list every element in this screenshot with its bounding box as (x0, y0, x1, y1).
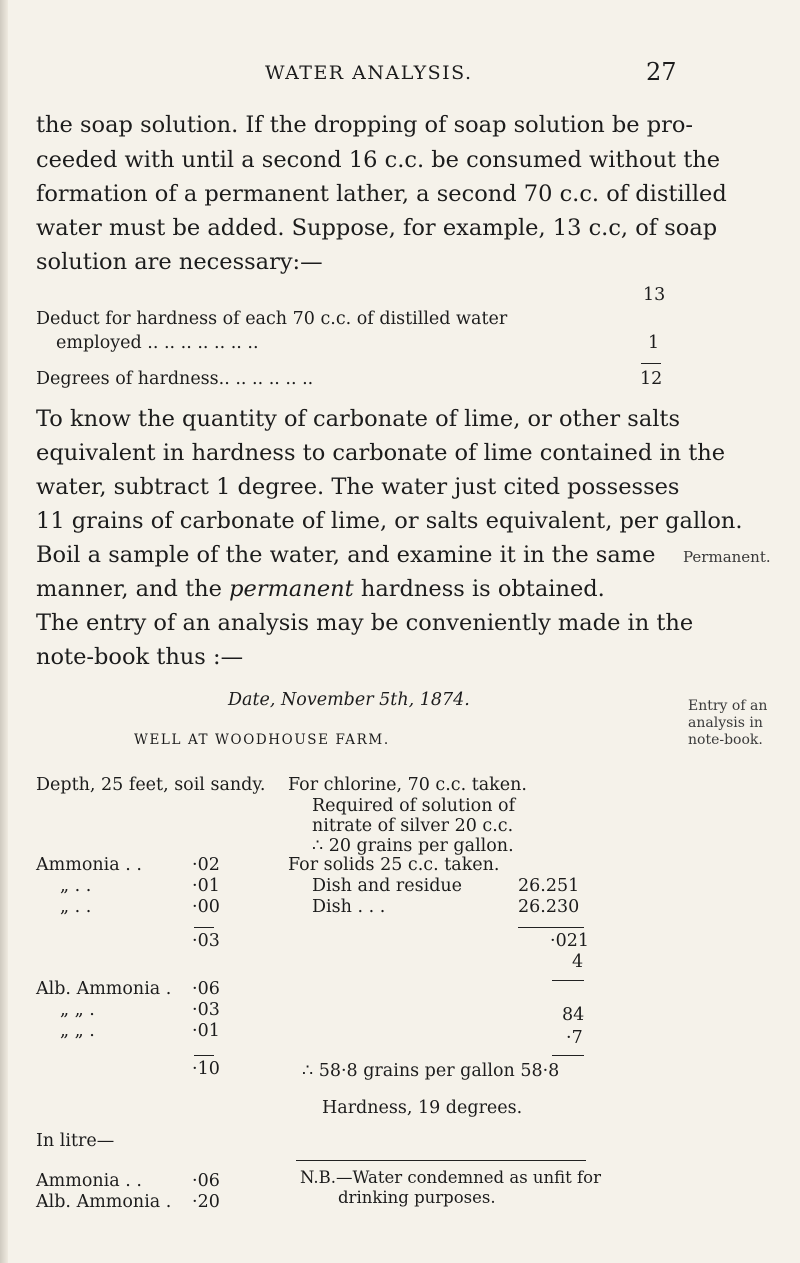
calc-total: 13 (643, 285, 666, 305)
ammonia-value: ·02 (192, 855, 220, 875)
calc-value: ·021 (550, 931, 589, 951)
body-line: equivalent in hardness to carbonate of lime contained in the (36, 440, 726, 466)
margin-note-line: Entry of an (688, 698, 768, 714)
column-rule (518, 927, 584, 928)
body-line: water, subtract 1 degree. The water just cited possesses (36, 474, 680, 500)
text-run: manner, and the (36, 576, 230, 602)
calc-value: 84 (562, 1005, 585, 1025)
body-line: formation of a permanent lather, a second 70 c.c. of distilled (36, 181, 727, 207)
page-edge (0, 0, 8, 1263)
margin-note-line: note-book. (688, 732, 763, 748)
chlorine-line: ∴ 20 grains per gallon. (312, 836, 514, 856)
entry-depth: Depth, 25 feet, soil sandy. (36, 775, 266, 795)
ditto-label: „ . . (60, 897, 92, 917)
dish-residue-value: 26.251 (518, 876, 580, 896)
alb-ammonia-label: Alb. Ammonia . (36, 979, 172, 999)
solids-title: For solids 25 c.c. taken. (288, 855, 500, 875)
ammonia-total: ·03 (192, 931, 220, 951)
calc-degrees-label: Degrees of hardness.. .. .. .. .. .. (36, 369, 314, 389)
column-rule (552, 980, 584, 981)
margin-note-entry (688, 698, 767, 749)
body-line (36, 576, 605, 602)
body-line: To know the quantity of carbonate of lime, or other salts (36, 406, 681, 432)
header-title: WATER ANALYSIS. (265, 62, 473, 84)
body-line: the soap solution. If the dropping of soap solution be pro- (36, 112, 694, 138)
dish-value: 26.230 (518, 897, 580, 917)
in-litre-label: In litre— (36, 1131, 115, 1151)
margin-note-line: analysis in (688, 715, 763, 731)
ditto-label: „ „ . (60, 1021, 95, 1041)
body-line: solution are necessary:— (36, 249, 323, 275)
hardness-line: Hardness, 19 degrees. (322, 1098, 523, 1118)
litre-value: ·20 (192, 1192, 220, 1212)
chlorine-line: nitrate of silver 20 c.c. (312, 816, 514, 836)
dish-label: Dish . . . (312, 897, 386, 917)
calc-degrees-value: 12 (640, 369, 663, 389)
body-line: 11 grains of carbonate of lime, or salts equivalent, per gallon. (36, 508, 743, 534)
result-line: ∴ 58·8 grains per gallon 58·8 (302, 1061, 560, 1081)
nb-rule (296, 1160, 586, 1161)
chlorine-line: Required of solution of (312, 796, 516, 816)
litre-label: Ammonia . . (36, 1171, 142, 1191)
column-rule (194, 1055, 214, 1056)
nb-line: N.B.—Water condemned as unfit for (300, 1168, 601, 1187)
calc-value: 4 (572, 952, 584, 972)
nb-line: drinking purposes. (338, 1188, 496, 1207)
dish-residue-label: Dish and residue (312, 876, 463, 896)
ammonia-label: Ammonia . . (36, 855, 142, 875)
entry-date: Date, November 5th, 1874. (228, 690, 470, 710)
margin-note-permanent: Permanent. (683, 548, 771, 566)
italic-permanent: permanent (229, 576, 354, 602)
chlorine-line: For chlorine, 70 c.c. taken. (288, 775, 527, 795)
alb-total: ·10 (192, 1059, 220, 1079)
page-number: 27 (646, 58, 677, 86)
calc-deduct-value: 1 (648, 333, 660, 353)
ammonia-value: ·00 (192, 897, 220, 917)
ditto-label: „ „ . (60, 1000, 95, 1020)
text-run: hardness is obtained. (353, 576, 605, 602)
column-rule (552, 1055, 584, 1056)
calc-deduct-line2: employed .. .. .. .. .. .. .. (56, 333, 259, 353)
litre-value: ·06 (192, 1171, 220, 1191)
body-line: The entry of an analysis may be conveniently made in the (36, 610, 694, 636)
body-line: water must be added. Suppose, for example, 13 c.c, of soap (36, 215, 718, 241)
body-line: ceeded with until a second 16 c.c. be consumed without the (36, 147, 721, 173)
body-line: note-book thus :— (36, 644, 244, 670)
calc-value: ·7 (566, 1028, 583, 1048)
ditto-label: „ . . (60, 876, 92, 896)
body-line: Boil a sample of the water, and examine it in the same (36, 542, 656, 568)
calc-deduct-line1: Deduct for hardness of each 70 c.c. of distilled water (36, 309, 508, 329)
column-rule (194, 927, 214, 928)
alb-value: ·06 (192, 979, 220, 999)
alb-value: ·03 (192, 1000, 220, 1020)
calc-rule (641, 363, 661, 364)
entry-well: WELL AT WOODHOUSE FARM. (134, 732, 390, 748)
litre-label: Alb. Ammonia . (36, 1192, 172, 1212)
alb-value: ·01 (192, 1021, 220, 1041)
ammonia-value: ·01 (192, 876, 220, 896)
